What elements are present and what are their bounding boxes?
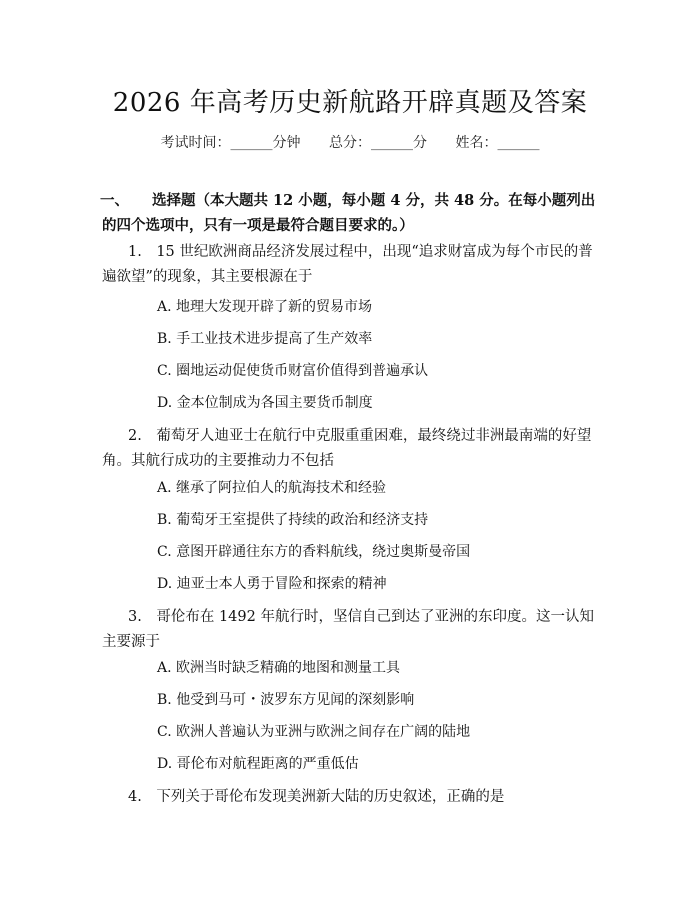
question-2-option-c: C. 意图开辟通往东方的香料航线，绕过奥斯曼帝国 [157,544,471,560]
question-1-option-c: C. 圈地运动促使货币财富价值得到普遍承认 [157,363,429,379]
section-heading [102,188,607,238]
question-1-option-b: B. 手工业技术进步提高了生产效率 [157,331,373,347]
exam-meta [0,132,700,152]
question-2-option-a: A. 继承了阿拉伯人的航海技术和经验 [157,480,387,496]
question-1-text: 1. 15 世纪欧洲商品经济发展过程中，出现“追求财富成为每个市民的普遍欲望”的现象，其主要根源在于 [102,244,593,285]
question-1-option-a: A. 地理大发现开辟了新的贸易市场 [157,299,373,315]
question-4-text: 4. 下列关于哥伦布发现美洲新大陆的历史叙述，正确的是 [128,789,505,805]
question-1-option-d: D. 金本位制成为各国主要货币制度 [157,395,373,411]
student-name: 姓名：______ [455,135,540,151]
section-text: 选择题（本大题共 12 小题，每小题 4 分，共 48 分。在每小题列出的四个选项中，只有一项是最符合题目要求的。） [102,192,596,234]
question-3-option-c: C. 欧洲人普遍认为亚洲与欧洲之间存在广阔的陆地 [157,724,471,740]
exam-time: 考试时间：______分钟 [160,135,301,151]
question-2-option-b: B. 葡萄牙王室提供了持续的政治和经济支持 [157,512,429,528]
question-2-text: 2. 葡萄牙人迪亚士在航行中克服重重困难，最终绕过非洲最南端的好望角。其航行成功的主要推动力不包括 [102,428,592,469]
question-3-option-b: B. 他受到马可・波罗东方见闻的深刻影响 [157,692,415,708]
question-3-option-d: D. 哥伦布对航程距离的严重低估 [157,756,359,772]
question-3-text: 3. 哥伦布在 1492 年航行时，坚信自己到达了亚洲的东印度。这一认知主要源于 [102,609,594,650]
total-score: 总分：______分 [329,135,427,151]
question-2-option-d: D. 迪亚士本人勇于冒险和探索的精神 [157,576,387,592]
section-number: 一、 [100,192,129,209]
document-title: 2026 年高考历史新航路开辟真题及答案 [112,88,588,118]
question-3-option-a: A. 欧洲当时缺乏精确的地图和测量工具 [157,660,401,676]
